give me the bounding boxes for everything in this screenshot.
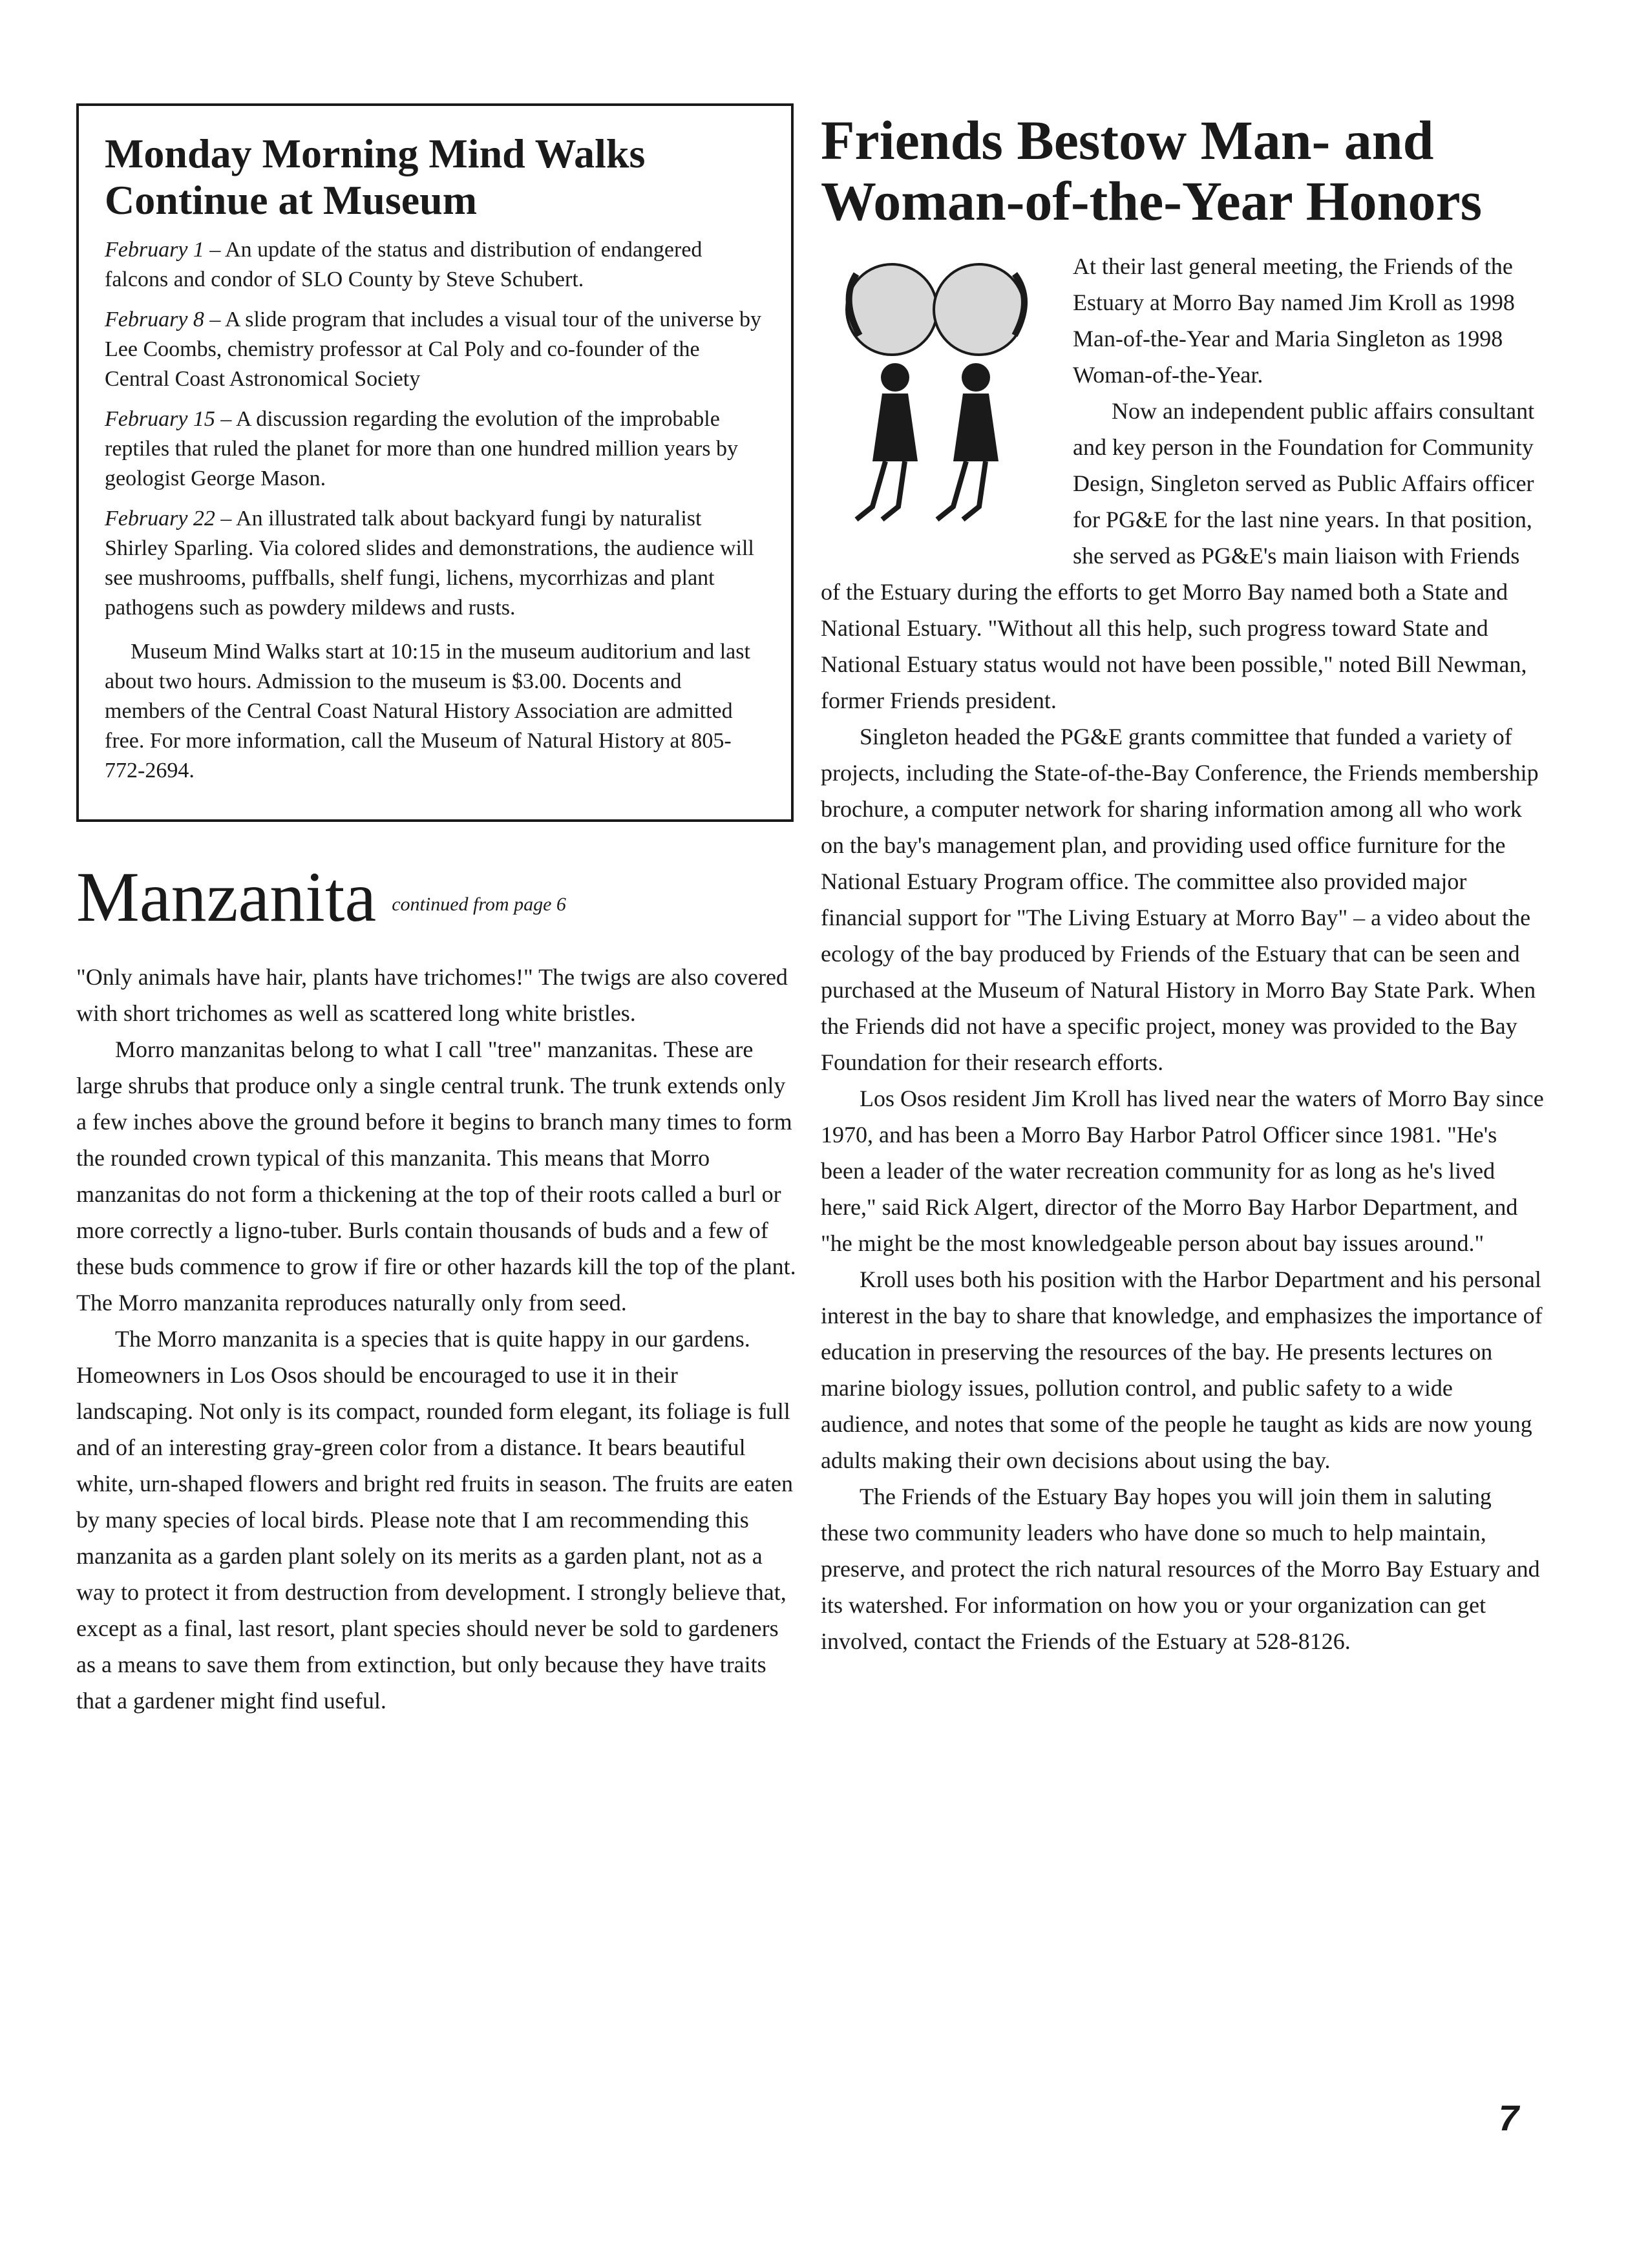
friends-title: Friends Bestow Man- and Woman-of-the-Year Honors [821, 109, 1483, 232]
figure-illustration [821, 248, 1053, 532]
friends-paragraph: Los Osos resident Jim Kroll has lived near the waters of Morro Bay since 1970, and has been a Morro Bay Harbor Patrol Officer since 1981. "He's been a leader of the water recreation community for as long as he's lived here," said Rick Algert, director of the Morro Bay Harbor Department, and "he might be the most knowledgeable person about bay issues around." [821, 1086, 1544, 1256]
mind-walks-box [76, 103, 794, 822]
mind-walks-item: February 8 – A slide program that includes a visual tour of the universe by Lee Coombs, chemistry professor at Cal Poly and co-founder of the Central Coast Astronomical Society [105, 308, 762, 391]
manzanita-paragraph: "Only animals have hair, plants have trichomes!" The twigs are also covered with short trichomes as well as scattered long white bristles. [76, 963, 788, 1026]
continued-note: continued from page 6 [392, 893, 566, 915]
manzanita-paragraph: The Morro manzanita is a species that is quite happy in our gardens. Homeowners in Los Osos should be encouraged to use it in their landscaping. Not only is its compact, rounded form elegant, its foliage is full and of an interesting gray-green color from a distance. It bears beautiful white, urn-shaped flowers and bright red fruits in season. The fruits are eaten by many species of local birds. Please note that I am recommending this manzanita as a garden plant solely on its merits as a garden plant, not as a way to protect it from destruction from development. I strongly believe that, except as a final, last resort, plant species should never be sold to gardeners as a means to save them from extinction, but only because they have traits that a gardener might find useful. [76, 1325, 793, 1714]
friends-paragraph: Now an independent public affairs consultant and key person in the Foundation for Community Design, Singleton served as Public Affairs officer for PG&E for the last nine years. In that position, she served as PG&E's main liaison with Friends of the Estuary during the efforts to get Morro Bay named both a State and National Estuary. "Without all this help, such progress toward State and National Estuary status would not have been possible," noted Bill Newman, former Friends president. [821, 398, 1535, 713]
two-figures-holding-globes-icon [821, 248, 1053, 532]
page-number: 7 [1498, 2097, 1519, 2138]
manzanita-title: Manzanita [76, 857, 377, 936]
mind-walks-item: February 22 – An illustrated talk about backyard fungi by naturalist Shirley Sparling. Via colored slides and demonstrations, the audience will see mushrooms, puffballs, shelf fungi, lichens, mycorrhizas and plant pathogens such as powdery mildews and rusts. [105, 507, 754, 620]
manzanita-paragraph: Morro manzanitas belong to what I call "tree" manzanitas. These are large shrubs that produce only a single central trunk. The trunk extends only a few inches above the ground before it begins to branch many times to form the rounded crown typical of this manzanita. This means that Morro manzanitas do not form a thickening at the top of their roots called a burl or more correctly a ligno-tuber. Burls contain thousands of buds and a few of these buds commence to grow if fire or other hazards kill the top of the plant. The Morro manzanita reproduces naturally only from seed. [76, 1036, 796, 1316]
mind-walks-item: February 1 – An update of the status and distribution of endangered falcons and condor of SLO County by Steve Schubert. [105, 238, 703, 291]
friends-paragraph: At their last general meeting, the Friends of the Estuary at Morro Bay named Jim Kroll as 1998 Man-of-the-Year and Maria Singleton as 1998 Woman-of-the-Year. [1073, 253, 1515, 388]
friends-paragraph: The Friends of the Estuary Bay hopes you will join them in saluting these two community leaders who have done so much to help maintain, preserve, and protect the rich natural resources of the Morro Bay Estuary and its watershed. For information on how you or your organization can get involved, contact the Friends of the Estuary at 528-8126. [821, 1484, 1540, 1654]
mind-walks-note: Museum Mind Walks start at 10:15 in the museum auditorium and last about two hours. Admission to the museum is $3.00. Docents and members of the Central Coast Natural History Association are admitted free. For more information, call the Museum of Natural History at 805-772-2694. [105, 640, 750, 782]
friends-article [821, 103, 1545, 1659]
manzanita-article [76, 858, 797, 1719]
left-column [76, 103, 797, 1719]
mind-walks-title: Monday Morning Mind Walks Continue at Museum [105, 131, 646, 223]
manzanita-heading [76, 858, 797, 943]
friends-paragraph: Kroll uses both his position with the Harbor Department and his personal interest in the bay to share that knowledge, and emphasizes the importance of education in preserving the resources of the bay. He presents lectures on marine biology issues, pollution control, and public safety to a wide audience, and notes that some of the people he taught as kids are now young adults making their own decisions about using the bay. [821, 1266, 1543, 1473]
friends-paragraph: Singleton headed the PG&E grants committee that funded a variety of projects, including the State-of-the-Bay Conference, the Friends membership brochure, a computer network for sharing information among all who work on the bay's management plan, and providing used office furniture for the National Estuary Program office. The committee also provided major financial support for "The Living Estuary at Morro Bay" – a video about the ecology of the bay produced by Friends of the Estuary that can be seen and purchased at the Museum of Natural History in Morro Bay State Park. When the Friends did not have a specific project, money was provided to the Bay Foundation for their research efforts. [821, 724, 1539, 1075]
mind-walks-item: February 15 – A discussion regarding the evolution of the improbable reptiles that ruled the planet for more than one hundred million years by geologist George Mason. [105, 407, 739, 490]
